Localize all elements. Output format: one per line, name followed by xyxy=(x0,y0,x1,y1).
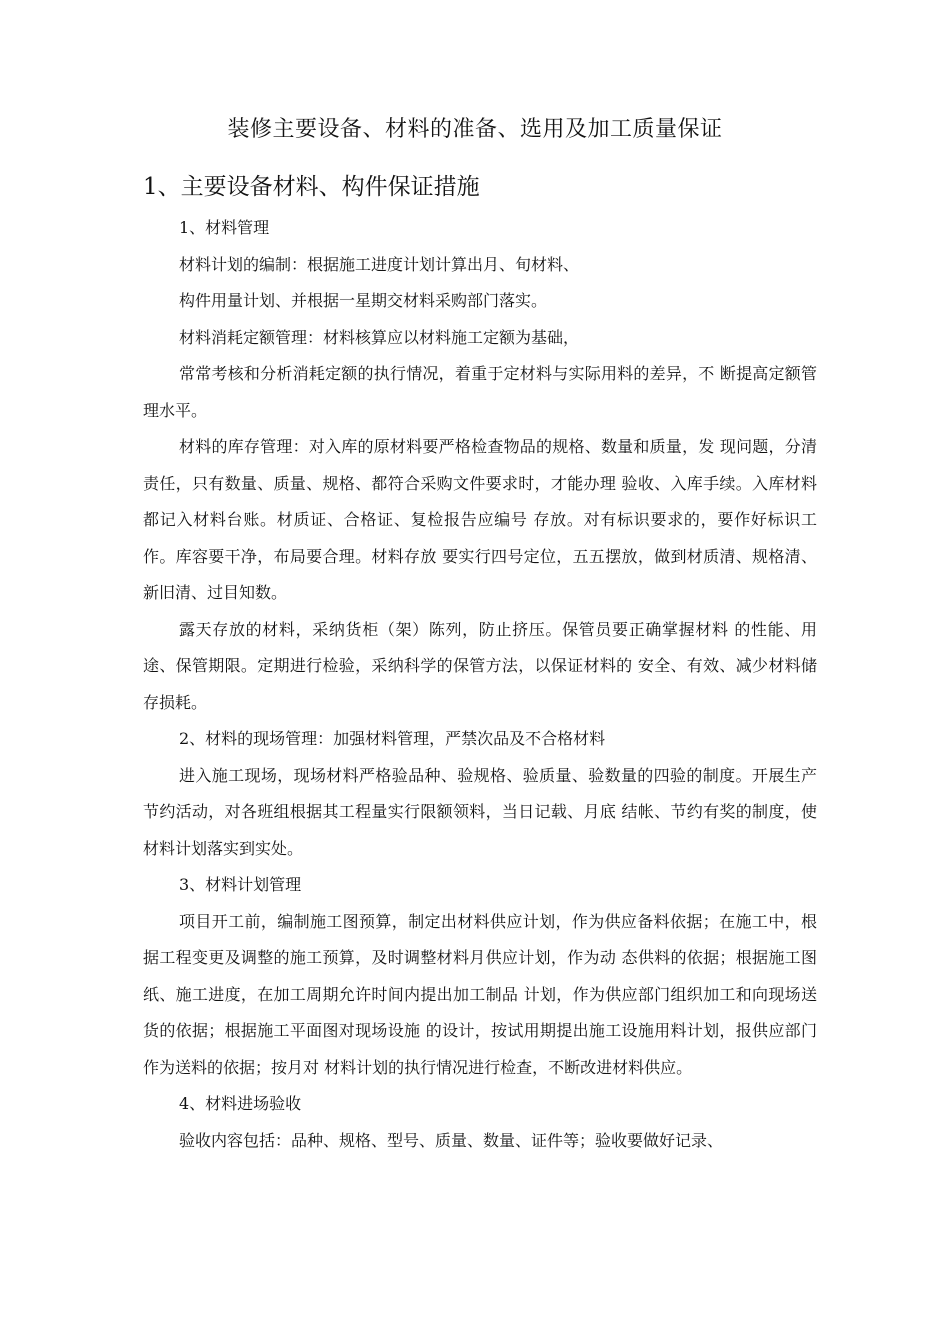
paragraph-9: 进入施工现场，现场材料严格验品种、验规格、验质量、验数量的四验的制度。开展生产节约活动，对各班组根据其工程量实行限额领料，当日记载、月底 结帐、节约有奖的制度，使材料计划落实到实处。 xyxy=(143,765,817,858)
paragraph-11: 项目开工前，编制施工图预算，制定出材料供应计划，作为供应备料依据；在施工中，根据工程变更及调整的施工预算，及时调整材料月供应计划，作为动 态供料的依据；根据施工图纸、施工进度，在加工周期允许时间内提出加工制品 计划，作为供应部门组织加工和向现场送货的依据；根据施工平面图对现场设施 的设计，按试用期提出施工设施用料计划，报供应部门作为送料的依据；按月对 材料计划的执行情况进行检查，不断改进材料供应。 xyxy=(143,911,817,1077)
paragraph-10: 3、材料计划管理 xyxy=(179,875,302,894)
paragraph-4: 材料消耗定额管理：材料核算应以材料施工定额为基础， xyxy=(179,327,580,347)
paragraph-6: 材料的库存管理：对入库的原材料要严格检查物品的规格、数量和质量，发 现问题，分清责任，只有数量、质量、规格、都符合采购文件要求时，才能办理 验收、入库手续。入库材料都记入材料台账。材质证、合格证、复检报告应编号 存放。对有标识要求的，要作好标识工作。库容要干净，布局要合理。材料存放 要实行四号定位，五五摆放，做到材质清、规格清、新旧清、过目知数。 xyxy=(143,437,817,602)
document-body xyxy=(143,210,817,1159)
paragraph-2: 材料计划的编制：根据施工进度计划计算出月、旬材料、 xyxy=(179,254,580,274)
paragraph-3: 构件用量计划、并根据一星期交材料采购部门落实。 xyxy=(179,291,548,310)
paragraph-8: 2、材料的现场管理：加强材料管理，严禁次品及不合格材料 xyxy=(179,729,606,748)
paragraph-7: 露天存放的材料，采纳货柜（架）陈列，防止挤压。保管员要正确掌握材料 的性能、用途、保管期限。定期进行检验，采纳科学的保管方法，以保证材料的 安全、有效、减少材料储存损耗。 xyxy=(143,619,817,712)
section-heading: 1、主要设备材料、构件保证措施 xyxy=(143,174,480,200)
paragraph-13: 验收内容包括：品种、规格、型号、质量、数量、证件等；验收要做好记录、 xyxy=(179,1130,724,1150)
paragraph-12: 4、材料进场验收 xyxy=(179,1094,302,1113)
paragraph-1: 1、材料管理 xyxy=(179,218,270,237)
document-title: 装修主要设备、材料的准备、选用及加工质量保证 xyxy=(227,117,723,142)
paragraph-5: 常常考核和分析消耗定额的执行情况，着重于定材料与实际用料的差异，不 断提高定额管理水平。 xyxy=(143,364,817,420)
